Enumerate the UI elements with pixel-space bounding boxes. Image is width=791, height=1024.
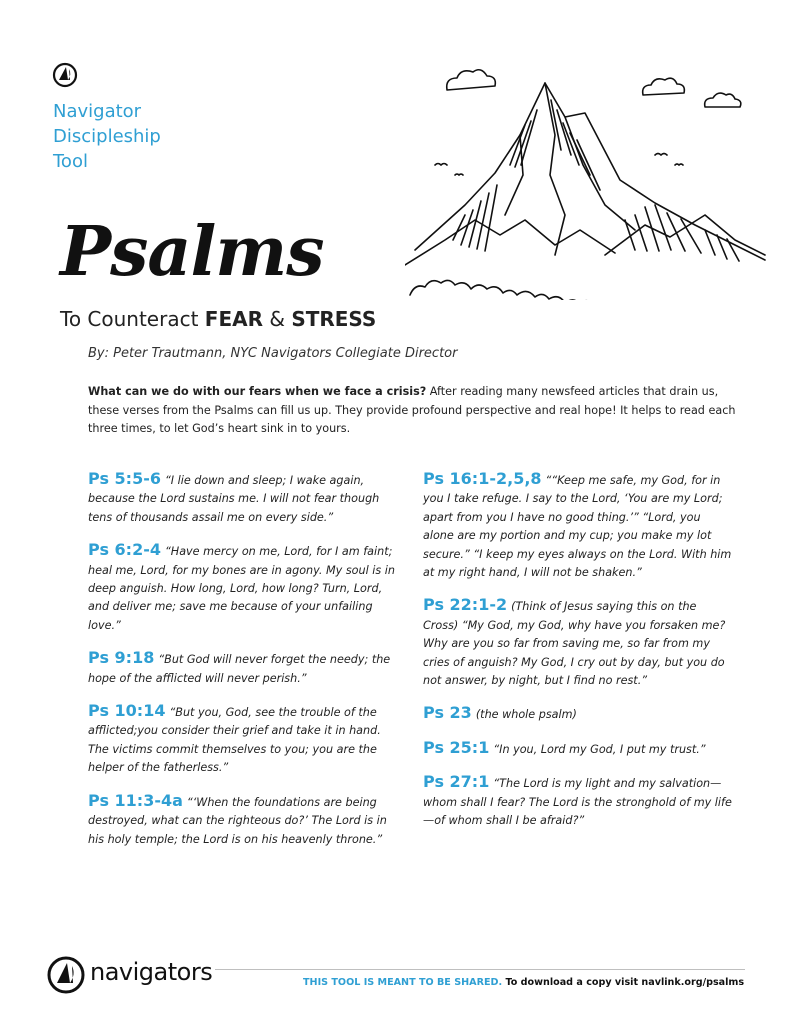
verse-reference: Ps 16:1-2,5,8 (423, 469, 542, 488)
verse-item (423, 704, 733, 724)
navigators-footer-logo-icon (46, 955, 86, 995)
footer-brand: navigators (90, 958, 213, 986)
verse-item (88, 702, 398, 778)
subtitle (60, 307, 376, 331)
verse-item (88, 649, 398, 688)
intro-paragraph (88, 383, 738, 439)
verse-reference: Ps 11:3-4a (88, 790, 183, 810)
verse-reference: Ps 22:1-2 (423, 595, 508, 615)
verse-text: “But God will never forget the needy; the hope of the afflicted will never perish.” (88, 653, 391, 685)
intro-body: After reading many newsfeed articles that drain us, these verses from the Psalms can fill us up. They provide profound perspective and real hope! It helps to read each three times, to let God’s heart sink in to yours. (88, 385, 736, 435)
verse-reference: Ps 10:14 (88, 701, 166, 721)
navigators-logo-icon (52, 62, 80, 88)
verse-item (423, 739, 733, 759)
tool-title-line: Tool (53, 151, 88, 172)
verse-text: “I lie down and sleep; I wake again, because the Lord sustains me. I will not fear though tens of thousands assail me on every side.” (88, 474, 380, 524)
verse-text: “In you, Lord my God, I put my trust.” (493, 742, 706, 756)
footer-note (303, 977, 744, 988)
download-text[interactable]: To download a copy visit navlink.org/psalms (502, 977, 745, 988)
verse-reference: Ps 6:2-4 (88, 540, 161, 560)
byline: By: Peter Trautmann, NYC Navigators Collegiate Director (88, 346, 458, 361)
footer-divider (215, 969, 745, 970)
verses-left-column (88, 470, 398, 863)
verse-text: “But you, God, see the trouble of the afflicted;you consider their grief and take it in hand. The victims commit themselves to you; you are the helper of the fatherless.” (88, 706, 381, 775)
verse-text: (Think of Jesus saying this on the Cross) “My God, my God, why have you forsaken me? Why are you so far from saving me, so far from my cries of anguish? My God, I cry out by day, but you do not answer, by night, but I find no rest.” (423, 600, 726, 688)
subtitle-stress: STRESS (291, 307, 377, 331)
tool-title-line: Navigator (53, 101, 142, 122)
verse-reference: Ps 9:18 (88, 648, 155, 668)
tool-title (53, 99, 253, 174)
tool-title-line: Discipleship (53, 126, 161, 147)
verse-reference: Ps 27:1 (423, 772, 490, 792)
subtitle-amp: & (263, 307, 292, 331)
verse-text: “Have mercy on me, Lord, for I am faint; heal me, Lord, for my bones are in agony. My soul is in deep anguish. How long, Lord, how long? Turn, Lord, and deliver me; save me because of your unfailing love.” (88, 545, 395, 632)
verse-item (423, 773, 733, 830)
verse-text: ““Keep me safe, my God, for in you I take refuge. I say to the Lord, ‘You are my Lord; apart from you I have no good thing.’” “Lord, you alone are my portion and my cup; you make my lot secure.” “I keep my eyes always on the Lord. With him at my right hand, I will not be shaken.” (423, 474, 732, 580)
verse-item (88, 470, 398, 527)
verse-item (88, 541, 398, 635)
verse-item (423, 596, 733, 690)
subtitle-prefix: To Counteract (60, 307, 205, 331)
verse-reference: Ps 23 (423, 703, 472, 723)
verse-text: “‘When the foundations are being destroyed, what can the righteous do?’ The Lord is in his holy temple; the Lord is on his heavenly throne.” (88, 795, 387, 846)
verse-text: “The Lord is my light and my salvation— whom shall I fear? The Lord is the stronghold of my life—of whom shall I be afraid?” (423, 777, 732, 828)
verse-item (88, 792, 398, 849)
page-title: Psalms (60, 212, 324, 292)
verse-text: (the whole psalm) (475, 708, 577, 722)
share-label: THIS TOOL IS MEANT TO BE SHARED. (303, 977, 503, 988)
verse-reference: Ps 25:1 (423, 737, 490, 757)
verse-item (423, 470, 733, 582)
intro-question: What can we do with our fears when we face a crisis? (88, 385, 427, 398)
verses-right-column (423, 470, 733, 845)
subtitle-fear: FEAR (204, 307, 263, 331)
mountain-illustration (405, 55, 770, 300)
verse-reference: Ps 5:5-6 (88, 469, 161, 488)
